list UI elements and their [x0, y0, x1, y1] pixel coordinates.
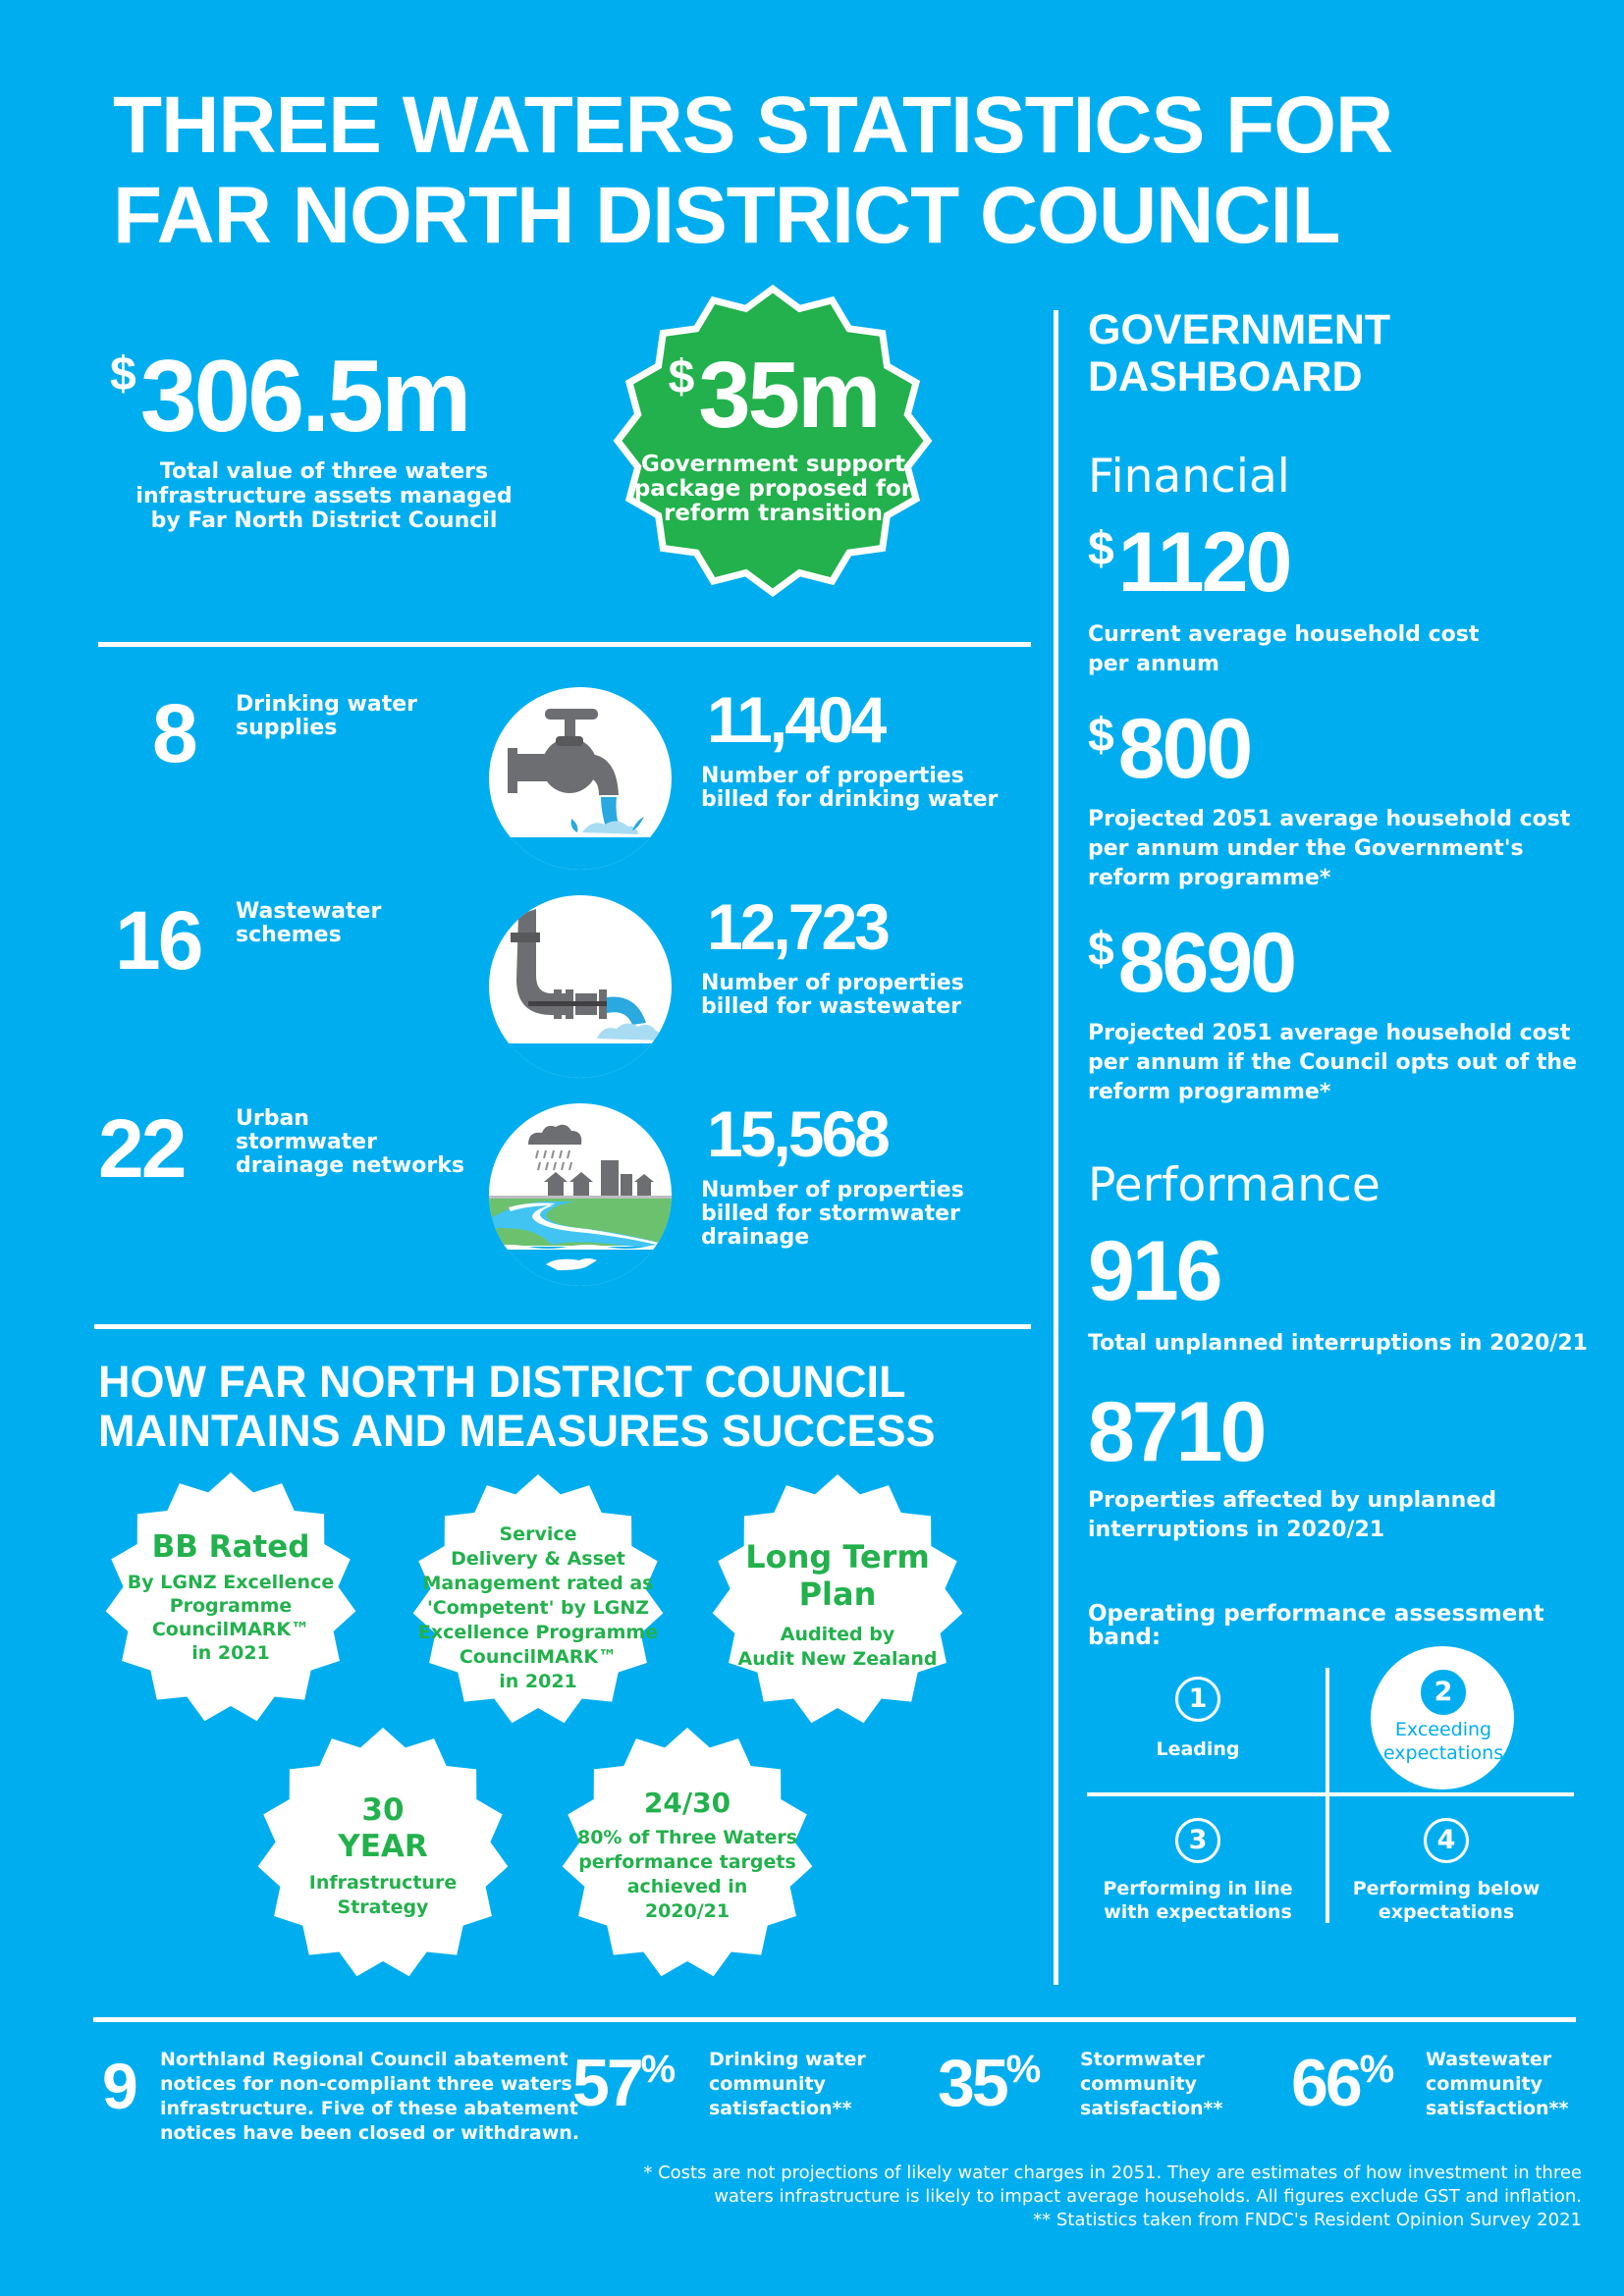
performance-value: 916 — [1088, 1224, 1220, 1318]
caption-line: per annum — [1088, 652, 1219, 676]
caption-line: per annum if the Council opts out of the — [1088, 1050, 1578, 1075]
caption-line: infrastructure assets managed — [135, 484, 513, 508]
footnote-line: waters infrastructure is likely to impact average households. All figures exclude GST and inflation. — [714, 2186, 1582, 2207]
label-line: expectations — [1378, 1901, 1515, 1923]
caption-line: reform programme* — [1088, 1080, 1331, 1104]
stormwater-landscape-icon — [489, 1103, 672, 1286]
assets-value — [108, 340, 540, 454]
caption-line: Projected 2051 average household cost — [1088, 1021, 1571, 1045]
caption-line: satisfaction** — [709, 2098, 852, 2119]
satisfaction-caption — [1426, 2048, 1568, 2121]
vertical-divider — [1054, 310, 1058, 1985]
caption-line: Drinking water — [709, 2049, 866, 2070]
satisfaction-stormwater — [938, 2046, 1042, 2120]
footnote-line: ** Statistics taken from FNDC's Resident Opinion Survey 2021 — [1033, 2210, 1582, 2230]
abatement-count: 9 — [102, 2050, 135, 2122]
divider — [93, 2017, 1576, 2022]
label-line: Performing below — [1352, 1878, 1541, 1899]
caption-line: Total value of three waters — [159, 459, 489, 484]
caption-line: community — [1426, 2073, 1543, 2095]
band-heading: Operating performance assessment band: — [1088, 1601, 1544, 1650]
dashboard-heading — [1088, 306, 1390, 400]
support-value — [619, 343, 928, 448]
page-title-line-1: THREE WATERS STATISTICS FOR — [113, 80, 1393, 170]
financial-value — [1088, 515, 1290, 610]
label-line: billed for stormwater — [701, 1201, 960, 1226]
label-line: Number of properties — [701, 1178, 964, 1202]
caption-line: reform programme* — [1088, 866, 1331, 890]
badge-line: CouncilMARK™ — [459, 1646, 618, 1668]
currency-symbol: $ — [668, 351, 695, 403]
band-label — [1328, 1877, 1564, 1924]
currency-symbol: $ — [110, 348, 136, 400]
performance-heading: Performance — [1088, 1158, 1380, 1212]
badge-headline: BB Rated — [151, 1529, 310, 1565]
badge-headline: 30 — [361, 1792, 405, 1828]
support-stat — [619, 343, 928, 526]
caption-line: community — [709, 2073, 826, 2095]
footnote-line: * Costs are not projections of likely water charges in 2051. They are estimates of how investment in three — [643, 2163, 1582, 2183]
tap-icon — [489, 687, 672, 870]
caption-line: notices for non-compliant three waters — [160, 2073, 572, 2095]
service-label — [236, 900, 381, 947]
satisfaction-value: 35 — [938, 2046, 1006, 2120]
band-label — [1100, 1737, 1296, 1761]
caption-line: Northland Regional Council abatement — [160, 2049, 568, 2070]
page-title-line-2: FAR NORTH DISTRICT COUNCIL — [113, 171, 1340, 260]
badge-line: 2020/21 — [644, 1900, 731, 1922]
assets-caption — [108, 459, 540, 533]
properties-label — [701, 765, 998, 812]
badge-line: achieved in — [626, 1876, 748, 1897]
percent-sign: % — [640, 2048, 677, 2091]
badge-line: Audited by — [780, 1624, 895, 1645]
label-line: expectations — [1382, 1742, 1504, 1764]
currency-symbol: $ — [1088, 710, 1114, 762]
service-label — [236, 1107, 464, 1178]
label-line: stormwater — [236, 1130, 377, 1154]
band-label — [1345, 1718, 1542, 1765]
caption-line: reform transition — [664, 501, 883, 526]
label-line: billed for drinking water — [701, 787, 999, 812]
badge-line: 80% of Three Waters — [576, 1827, 798, 1848]
currency-symbol: $ — [1088, 924, 1114, 976]
band-number-badge: 2 — [1421, 1670, 1466, 1715]
properties-count: 11,404 — [707, 683, 885, 756]
badge-long-term-plan — [705, 1538, 970, 1672]
performance-caption — [1088, 1329, 1588, 1359]
caption-line: Projected 2051 average household cost — [1088, 807, 1571, 831]
divider — [94, 1324, 1031, 1329]
properties-count: 15,568 — [707, 1097, 888, 1170]
pipe-outfall-icon — [489, 895, 672, 1078]
badge-headline: Plan — [798, 1575, 877, 1613]
satisfaction-value: 66 — [1291, 2046, 1360, 2120]
badge-headline: Long Term — [745, 1538, 930, 1575]
currency-symbol: $ — [1088, 523, 1114, 575]
support-amount: 35m — [698, 343, 879, 448]
satisfaction-value: 57 — [572, 2046, 641, 2120]
amount: 1120 — [1117, 515, 1290, 610]
label-line: schemes — [236, 923, 342, 947]
caption-line: by Far North District Council — [150, 508, 498, 533]
caption-line: notices have been closed or withdrawn. — [160, 2122, 580, 2144]
label-line: with expectations — [1104, 1901, 1292, 1923]
badge-line: CouncilMARK™ — [151, 1619, 310, 1640]
badge-line: Audit New Zealand — [737, 1648, 938, 1670]
badge-line: Programme — [169, 1595, 293, 1617]
caption-line: Wastewater — [1426, 2049, 1552, 2070]
caption-line: interruptions in 2020/21 — [1088, 1518, 1385, 1542]
label-line: Leading — [1156, 1738, 1240, 1760]
divider — [98, 642, 1031, 647]
properties-label — [701, 1179, 964, 1250]
service-label — [236, 693, 417, 740]
financial-value — [1088, 916, 1295, 1010]
badge-line: in 2021 — [499, 1671, 577, 1692]
label-line: Exceeding — [1394, 1719, 1492, 1740]
badge-30-year — [250, 1792, 515, 1920]
satisfaction-wastewater — [1291, 2046, 1395, 2120]
badge-line: Service — [499, 1523, 577, 1545]
band-number-badge: 1 — [1175, 1677, 1220, 1722]
assets-stat — [108, 340, 540, 533]
caption-line: Properties affected by unplanned — [1088, 1488, 1497, 1513]
badge-headline: YEAR — [338, 1829, 428, 1864]
label-line: Wastewater — [236, 899, 382, 924]
badge-line: performance targets — [578, 1851, 796, 1873]
financial-caption — [1088, 620, 1479, 679]
label-line: Drinking water — [236, 692, 418, 717]
heading-line: GOVERNMENT — [1088, 306, 1391, 353]
caption-line: Total unplanned interruptions in 2020/21 — [1088, 1331, 1588, 1356]
abatement-caption — [160, 2048, 579, 2146]
label-line: Performing in line — [1103, 1878, 1293, 1899]
heading-line: MAINTAINS AND MEASURES SUCCESS — [98, 1406, 936, 1456]
badge-service-delivery — [406, 1522, 671, 1694]
financial-value — [1088, 702, 1251, 796]
label-line: Number of properties — [701, 971, 964, 995]
caption-line: per annum under the Government's — [1088, 836, 1524, 861]
footnotes — [643, 2162, 1582, 2232]
financial-heading: Financial — [1088, 450, 1290, 504]
label-line: Number of properties — [701, 764, 964, 788]
badge-headline: 24/30 — [643, 1787, 731, 1819]
badge-performance-targets — [555, 1787, 820, 1924]
properties-label — [701, 972, 964, 1019]
satisfaction-drinking — [572, 2046, 677, 2120]
label-line: drainage — [701, 1225, 810, 1250]
percent-sign: % — [1005, 2048, 1042, 2091]
caption-line: satisfaction** — [1426, 2098, 1569, 2119]
service-count: 8 — [152, 687, 195, 779]
support-caption — [619, 453, 928, 526]
percent-sign: % — [1359, 2048, 1395, 2091]
caption-line: Stormwater — [1080, 2049, 1205, 2070]
amount: 8690 — [1117, 916, 1295, 1010]
caption-line: package proposed for — [633, 476, 913, 502]
assets-amount: 306.5m — [139, 340, 469, 454]
service-count: 16 — [115, 894, 201, 987]
badge-line: 'Competent' by LGNZ — [426, 1597, 650, 1619]
page-title — [113, 80, 1488, 261]
band-number-badge: 4 — [1424, 1818, 1469, 1863]
badge-line: By LGNZ Excellence — [127, 1572, 335, 1593]
label-line: supplies — [236, 716, 338, 740]
badge-line: Management rated as — [422, 1573, 654, 1594]
caption-line: infrastructure. Five of these abatement — [160, 2098, 578, 2119]
caption-line: community — [1080, 2073, 1197, 2095]
band-grid-horizontal — [1087, 1792, 1574, 1796]
band-number-badge: 3 — [1175, 1818, 1220, 1863]
badge-line: in 2021 — [191, 1642, 270, 1664]
label-line: drainage networks — [236, 1153, 464, 1178]
caption-line: Current average household cost — [1088, 622, 1480, 647]
badge-line: Strategy — [337, 1896, 429, 1918]
heading-line: HOW FAR NORTH DISTRICT COUNCIL — [98, 1357, 906, 1407]
label-line: billed for wastewater — [701, 994, 962, 1019]
satisfaction-caption — [1080, 2048, 1222, 2121]
financial-caption — [1088, 1019, 1577, 1107]
caption-line: satisfaction** — [1080, 2098, 1223, 2119]
service-count: 22 — [98, 1102, 185, 1195]
heading-line: DASHBOARD — [1088, 353, 1363, 400]
amount: 800 — [1117, 702, 1251, 796]
badge-bb-rated — [103, 1529, 358, 1665]
label-line: Urban — [236, 1106, 309, 1131]
properties-count: 12,723 — [707, 890, 888, 963]
satisfaction-caption — [709, 2048, 866, 2121]
badge-line: Infrastructure — [308, 1872, 458, 1894]
caption-line: Government support — [640, 452, 906, 477]
financial-caption — [1088, 805, 1570, 893]
performance-caption — [1088, 1486, 1496, 1545]
badge-line: Excellence Programme — [417, 1622, 659, 1643]
band-label — [1080, 1877, 1316, 1924]
success-heading — [98, 1358, 936, 1456]
performance-value: 8710 — [1088, 1385, 1265, 1479]
badge-line: Delivery & Asset — [451, 1548, 625, 1570]
